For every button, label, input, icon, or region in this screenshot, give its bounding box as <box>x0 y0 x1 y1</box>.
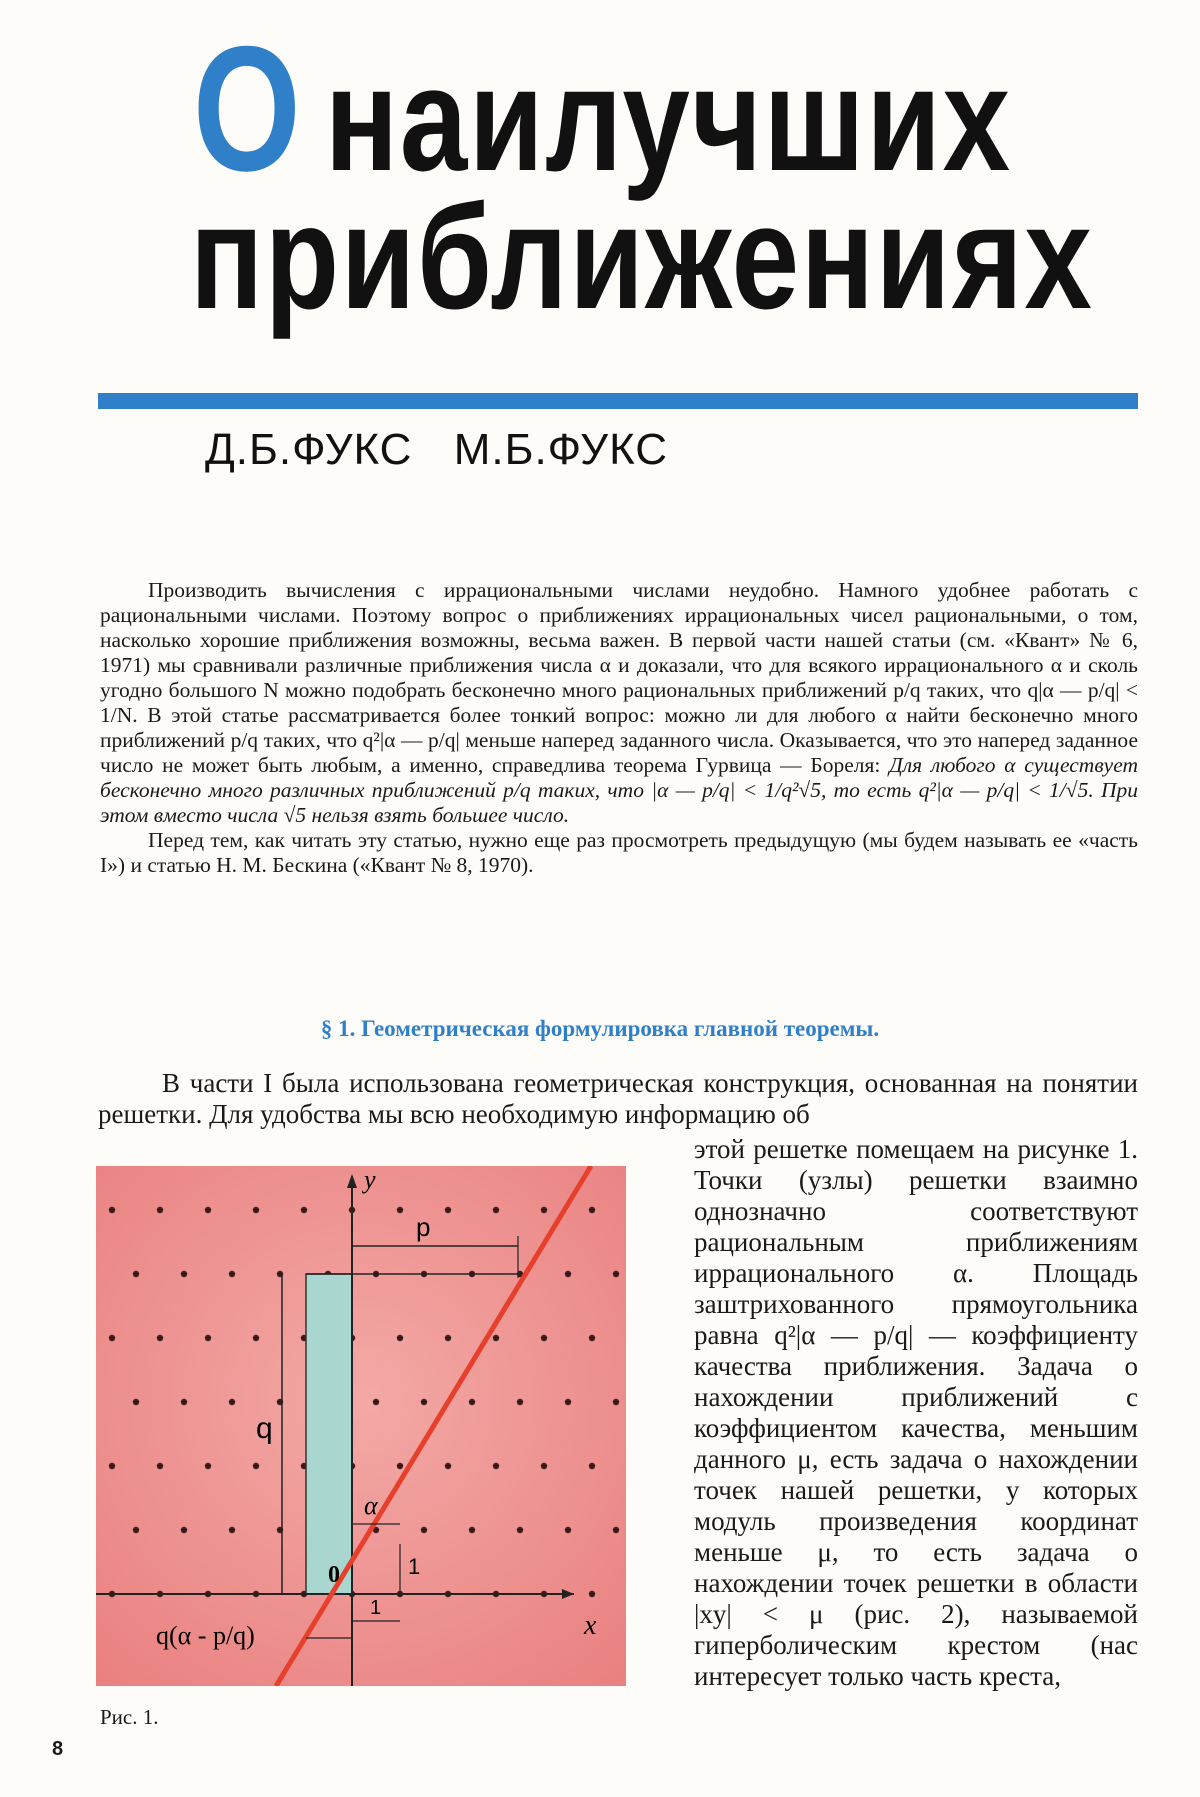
figure-lattice <box>96 1166 626 1686</box>
author-1: Д.Б.ФУКС <box>205 425 413 474</box>
label-one-vertical: 1 <box>408 1554 421 1579</box>
lattice-point <box>469 1527 475 1533</box>
lattice-point <box>109 1335 115 1341</box>
label-one-horizontal: 1 <box>370 1597 382 1619</box>
lattice-point <box>133 1271 139 1277</box>
body-intro <box>98 1068 1138 1130</box>
lattice-point <box>541 1335 547 1341</box>
section-title: § 1. Геометрическая формулировка главной теоремы. <box>320 1016 880 1041</box>
author-2: М.Б.ФУКС <box>453 425 669 474</box>
article-title <box>190 9 1170 340</box>
label-p: p <box>416 1212 431 1242</box>
lattice-point <box>205 1335 211 1341</box>
lattice-point <box>493 1463 499 1469</box>
lattice-point <box>421 1399 427 1405</box>
body-column: этой решетке помещаем на рисунке 1. Точки (узлы) решетки взаимно однозначно соответствуют рациональным приближениям иррационального α. Площадь заштрихованного прямоугольника равна q²|α — p/q| — коэффициенту качества приближения. Задача о нахождении приближений с коэффициентом качества, меньшим данного μ, есть задача о нахождении точек нашей решетки, у которых модуль произведения координат меньше μ, то есть задача о нахождении точек решетки в области |xy| < μ (рис. 2), называемой гиперболическим крестом (нас интересует только часть креста, <box>694 1134 1138 1691</box>
lattice-point <box>565 1399 571 1405</box>
title-word-1: наилучших <box>324 37 1012 202</box>
lattice-point <box>181 1271 187 1277</box>
lattice-point <box>397 1207 403 1213</box>
lattice-point <box>157 1207 163 1213</box>
title-rule <box>98 393 1138 409</box>
lattice-point <box>613 1527 619 1533</box>
label-q-alpha-p-q: q(α - p/q) <box>156 1621 255 1650</box>
abstract-paragraph-1 <box>100 578 1138 828</box>
abstract-paragraph-2: Перед тем, как читать эту статью, нужно еще раз просмотреть предыдущую (мы будем называть ее «часть I») и статью Н. М. Бескина («Квант № 8, 1970). <box>100 828 1138 877</box>
lattice-point <box>589 1335 595 1341</box>
authors <box>205 425 696 475</box>
label-origin: 0 <box>328 1562 340 1588</box>
lattice-point <box>541 1463 547 1469</box>
figure-caption: Рис. 1. <box>100 1705 159 1729</box>
title-line-1 <box>190 9 1012 208</box>
label-x: x <box>584 1610 597 1641</box>
label-y: y <box>364 1166 376 1194</box>
lattice-point <box>613 1271 619 1277</box>
lattice-point <box>205 1207 211 1213</box>
abstract-theorem: Для любого α существует бесконечно много различных приближений p/q таких, что |α — p/q| < 1/q²√5, то есть q²|α — p/q| < 1/√5. При этом вместо числа √5 нельзя взять большее число. <box>100 753 1138 827</box>
lattice-point <box>181 1527 187 1533</box>
lattice-point <box>589 1207 595 1213</box>
title-initial-o: О <box>192 9 303 208</box>
lattice-point <box>229 1271 235 1277</box>
lattice-point <box>253 1463 259 1469</box>
lattice-point <box>565 1271 571 1277</box>
lattice-point <box>589 1463 595 1469</box>
lattice-point <box>421 1527 427 1533</box>
lattice-point <box>517 1399 523 1405</box>
lattice-point <box>301 1207 307 1213</box>
lattice-point <box>469 1399 475 1405</box>
lattice-point <box>445 1335 451 1341</box>
lattice-point <box>541 1207 547 1213</box>
lattice-point <box>565 1527 571 1533</box>
lattice-point <box>205 1463 211 1469</box>
lattice-point <box>493 1207 499 1213</box>
lattice-point <box>229 1527 235 1533</box>
lattice-point <box>109 1463 115 1469</box>
lattice-point <box>397 1463 403 1469</box>
quality-rectangle <box>306 1274 352 1594</box>
lattice-point <box>133 1527 139 1533</box>
abstract-main: Производить вычисления с иррациональными числами неудобно. Намного удобнее работать с рациональными числами. Поэтому вопрос о приближениях иррациональных чисел рациональными, о том, насколько хорошие приближения возможны, весьма важен. В первой части нашей статьи (см. «Квант» № 6, 1971) мы сравнивали различные приближения числа α и доказали, что для всякого иррационального α и сколь угодно большого N можно подобрать бесконечно много рациональных приближений p/q таких, что q|α — p/q| < 1/N. В этой статье рассматривается более тонкий вопрос: можно ли для любого α найти бесконечно много приближений p/q таких, что q²|α — p/q| меньше наперед заданного числа. Оказывается, что это наперед заданное число не может быть любым, а именно, справедлива теорема Гурвица — Бореля: <box>100 578 1138 777</box>
lattice-point <box>229 1399 235 1405</box>
lattice-point <box>133 1399 139 1405</box>
title-line-2: приближениях <box>190 175 1094 340</box>
lattice-point <box>181 1399 187 1405</box>
page-number: 8 <box>52 1738 64 1760</box>
lattice-point <box>493 1335 499 1341</box>
label-q: q <box>256 1412 273 1445</box>
lattice-point <box>445 1207 451 1213</box>
label-alpha: α <box>364 1491 378 1520</box>
lattice-point <box>157 1335 163 1341</box>
lattice-point <box>109 1207 115 1213</box>
abstract <box>100 578 1138 878</box>
lattice-point <box>253 1335 259 1341</box>
body-intro-text: В части I была использована геометрическая конструкция, основанная на понятии решетки. Для удобства мы всю необходимую информацию об <box>98 1068 1138 1129</box>
lattice-point <box>157 1463 163 1469</box>
lattice-point <box>517 1527 523 1533</box>
lattice-point <box>589 1591 595 1597</box>
lattice-point <box>613 1399 619 1405</box>
lattice-point <box>253 1207 259 1213</box>
lattice-point <box>397 1335 403 1341</box>
lattice-point <box>373 1399 379 1405</box>
lattice-point <box>445 1463 451 1469</box>
